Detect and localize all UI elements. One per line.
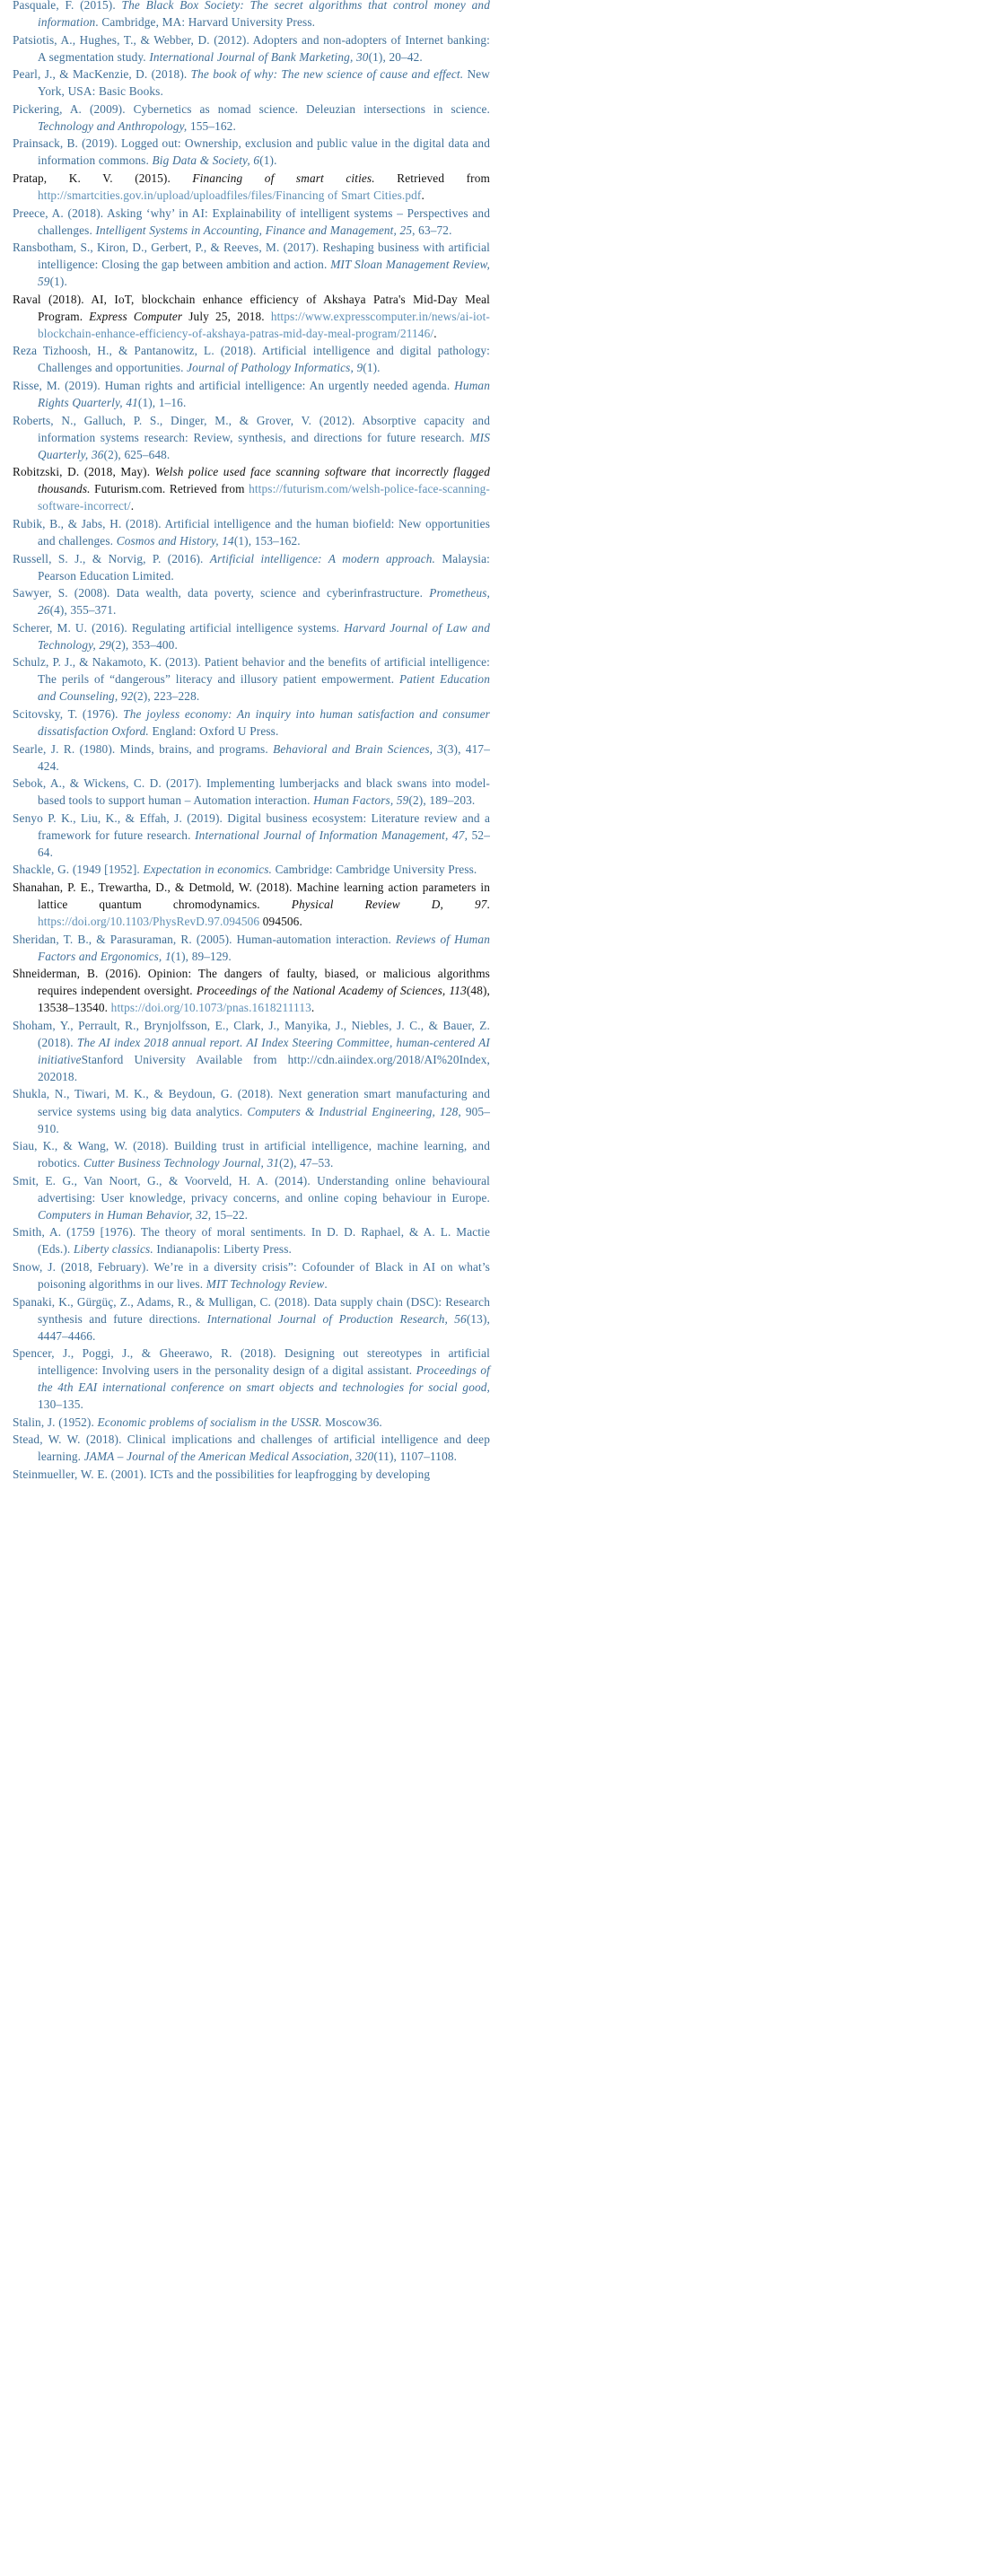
reference-title-italic: Cutter Business Technology Journal, 31 [83, 1156, 280, 1170]
reference-entry [13, 965, 490, 1016]
reference-url-link[interactable]: https://www.expresscomputer.in/news/ai-iot-blockchain-enhance-efficiency-of-akshaya-patras-mid-day-meal-program/21146/ [38, 309, 490, 340]
reference-text: New York, USA: Basic Books. [38, 67, 490, 99]
reference-text: . Cambridge, MA: Harvard University Press. [95, 15, 316, 30]
reference-text: Russell, S. J., & Norvig, P. (2016). [13, 551, 210, 565]
reference-text: Scitovsky, T. (1976). [13, 706, 124, 721]
reference-text: Shukla, N., Tiwari, M. K., & Beydoun, G. (2018). Next generation smart manufacturing and service systems using big data analytics. [13, 1087, 490, 1118]
reference-entry [13, 653, 490, 705]
reference-entry [13, 740, 490, 775]
reference-text: Moscow36. [321, 1415, 382, 1429]
reference-entry [13, 31, 490, 66]
reference-entry [13, 412, 490, 463]
reference-title-italic: The AI index 2018 annual report. AI Index Steering Committee, human-centered AI initiative [38, 1035, 490, 1066]
reference-title-italic: Economic problems of socialism in the USSR. [97, 1415, 322, 1429]
reference-title-italic: MIT Sloan Management Review, 59 [38, 258, 490, 289]
reference-title-italic: Artificial intelligence: A modern approach. [209, 551, 435, 565]
reference-text: 155–162. [187, 118, 236, 133]
reference-text: , 52–64. [38, 828, 490, 859]
reference-text: Pearl, J., & MacKenzie, D. (2018). [13, 67, 191, 82]
reference-text: Sheridan, T. B., & Parasuraman, R. (2005). Human-automation interaction. [13, 932, 396, 946]
reference-text: Shanahan, P. E., Trewartha, D., & Detmold, W. (2018). Machine learning action parameters in lattice quantum chromodynamics. [13, 880, 490, 911]
reference-entry [13, 1223, 490, 1257]
reference-entry [13, 1085, 490, 1136]
reference-text: Searle, J. R. (1980). Minds, brains, and programs. [13, 741, 274, 756]
reference-text: (1). [363, 361, 381, 375]
reference-url-link[interactable]: http://smartcities.gov.in/upload/uploadfiles/files/Financing of Smart Cities.pdf [38, 188, 422, 203]
reference-text: (1), 153–162. [233, 533, 301, 548]
reference-text: . [324, 1276, 328, 1291]
reference-text: Siau, K., & Wang, W. (2018). Building trust in artificial intelligence, machine learning, and robotics. [13, 1139, 490, 1170]
reference-entry [13, 101, 490, 135]
reference-text: Raval (2018). AI, IoT, blockchain enhance efficiency of Akshaya Patra's Mid-Day Meal Program. [13, 292, 490, 323]
reference-text: (4), 355–371. [49, 603, 117, 618]
reference-text: (1), 1–16. [137, 396, 187, 410]
reference-entry [13, 810, 490, 861]
reference-text: Indianapolis: Liberty Press. [153, 1242, 293, 1257]
reference-title-italic: Behavioral and Brain Sciences, 3 [273, 741, 444, 756]
reference-entry [13, 342, 490, 376]
reference-entry [13, 1293, 490, 1345]
reference-text: Reza Tizhoosh, H., & Pantanowitz, L. (2018). Artificial intelligence and digital pathology: Challenges and opportunities. [13, 344, 490, 375]
reference-text: Roberts, N., Galluch, P. S., Dinger, M., & Grover, V. (2012). Absorptive capacity and information systems research: Review, synthesis, and directions for future research. [13, 413, 490, 444]
reference-title-italic: Patient Education and Counseling, 92 [38, 672, 491, 704]
reference-entry [13, 1431, 490, 1465]
reference-text: (11), 1107–1108. [373, 1450, 458, 1464]
reference-text: (2), 189–203. [408, 793, 476, 808]
reference-text: Patsiotis, A., Hughes, T., & Webber, D. (2012). Adopters and non-adopters of Internet banking: A segmentation study. [13, 32, 490, 64]
reference-text: Shoham, Y., Perrault, R., Brynjolfsson, E., Clark, J., Manyika, J., Niebles, J. C., & Bauer, Z. (2018). [13, 1018, 490, 1049]
reference-title-italic: Financing of smart cities. [192, 171, 375, 185]
reference-entry [13, 1414, 490, 1431]
reference-text: (2), 625–648. [103, 447, 171, 461]
reference-title-italic: Proceedings of the National Academy of Sciences, 113 [196, 984, 467, 998]
reference-entry [13, 0, 490, 31]
reference-title-italic: Cosmos and History, 14 [116, 533, 234, 548]
reference-entry [13, 377, 490, 411]
reference-text: Malaysia: Pearson Education Limited. [38, 551, 490, 583]
reference-text: Spanaki, K., Gürgüç, Z., Adams, R., & Mulligan, C. (2018). Data supply chain (DSC): Research synthesis and future directions. [13, 1294, 490, 1326]
reference-text: Ransbotham, S., Kiron, D., Gerbert, P., & Reeves, M. (2017). Reshaping business with artificial intelligence: Closing the gap between ambition and action. [13, 241, 490, 272]
reference-entry [13, 1137, 490, 1171]
reference-title-italic: Express Computer [89, 309, 183, 323]
reference-text: Risse, M. (2019). Human rights and artificial intelligence: An urgently needed agenda. [13, 379, 455, 393]
reference-text: . [486, 897, 490, 911]
reference-title-italic: The joyless economy: An inquiry into human satisfaction and consumer dissatisfaction Oxford. [38, 706, 490, 738]
reference-text: (2), 353–400. [111, 637, 178, 652]
reference-text: (1). [259, 153, 277, 168]
reference-text: Preece, A. (2018). Asking ‘why’ in AI: Explainability of intelligent systems – Perspectives and challenges. [13, 206, 490, 237]
reference-text: Spencer, J., Poggi, J., & Gheerawo, R. (2018). Designing out stereotypes in artificial intelligence: Involving users in the personality design of a digital assistant. [13, 1346, 490, 1378]
reference-text: (1). [49, 275, 67, 289]
reference-title-italic: Human Rights Quarterly, 41 [38, 379, 490, 410]
reference-title-italic: Technology and Anthropology, [38, 118, 188, 133]
reference-text: Pasquale, F. (2015). [13, 0, 122, 12]
reference-title-italic: Computers & Industrial Engineering, 128 [247, 1104, 459, 1118]
reference-text: (2), 223–228. [133, 689, 200, 704]
reference-title-italic: Journal of Pathology Informatics, 9 [187, 361, 363, 375]
reference-entry [13, 1345, 490, 1413]
reference-text: (13), 4447–4466. [38, 1311, 490, 1343]
reference-text: (2), 47–53. [279, 1156, 334, 1170]
reference-text: Pratap, K. V. (2015). [13, 171, 193, 185]
reference-text: England: Oxford U Press. [148, 723, 279, 738]
reference-text: Smit, E. G., Van Noort, G., & Voorveld, H. A. (2014). Understanding online behavioural advertising: User knowledge, privacy concerns, and online coping behaviour in Europe. [13, 1173, 490, 1205]
reference-title-italic: Reviews of Human Factors and Ergonomics, 1 [38, 932, 490, 963]
reference-entry [13, 550, 490, 584]
reference-entry [13, 205, 490, 239]
reference-title-italic: Expectation in economics. [143, 863, 272, 877]
reference-entry [13, 291, 490, 342]
reference-title-italic: The book of why: The new science of cause and effect. [190, 67, 464, 82]
reference-text: Cambridge: Cambridge University Press. [271, 863, 477, 877]
reference-text: . [130, 499, 135, 513]
reference-url-link[interactable]: https://doi.org/10.1103/PhysRevD.97.094506 [38, 914, 260, 928]
reference-text: Snow, J. (2018, February). We’re in a diversity crisis”: Cofounder of Black in AI on what’s poisoning algorithms in our lives. [13, 1259, 490, 1291]
reference-text: 094506. [259, 914, 302, 928]
reference-text: , 905–910. [38, 1104, 490, 1135]
reference-text: (48), 13538–13540. [38, 984, 491, 1015]
reference-title-italic: Human Factors, 59 [313, 793, 409, 808]
reference-title-italic: JAMA – Journal of the American Medical Association, 320 [83, 1450, 374, 1464]
reference-title-italic: Proceedings of the 4th EAI international conference on smart objects and technologies for social good, [38, 1363, 490, 1395]
reference-entry [13, 861, 490, 878]
reference-text: Steinmueller, W. E. (2001). ICTs and the possibilities for leapfrogging by developing [13, 1467, 431, 1481]
reference-text: Robitzski, D. (2018, May). [13, 465, 155, 479]
reference-text: Prainsack, B. (2019). Logged out: Ownership, exclusion and public value in the digital data and information commons. [13, 136, 490, 168]
reference-text: Sebok, A., & Wickens, C. D. (2017). Implementing lumberjacks and black swans into model-based tools to support human – Automation interaction. [13, 776, 490, 808]
reference-text: Smith, A. (1759 [1976). The theory of moral sentiments. In D. D. Raphael, & A. L. Mactie (Eds.). [13, 1225, 490, 1257]
reference-title-italic: Liberty classics. [73, 1242, 153, 1257]
reference-title-italic: Harvard Journal of Law and Technology, 29 [38, 620, 490, 652]
reference-title-italic: Prometheus, 26 [38, 586, 490, 618]
reference-entry [13, 1172, 490, 1223]
reference-entry [13, 705, 490, 740]
reference-entry [13, 619, 490, 653]
reference-text: Scherer, M. U. (2016). Regulating artificial intelligence systems. [13, 620, 345, 635]
reference-title-italic: Intelligent Systems in Accounting, Finance and Management, 25 [95, 223, 413, 237]
reference-entry [13, 66, 490, 100]
reference-entry [13, 1017, 490, 1085]
reference-text: (3), 417–424. [38, 741, 490, 773]
reference-text: Retrieved from [374, 171, 490, 185]
reference-title-italic: International Journal of Bank Marketing, 30 [149, 49, 369, 64]
reference-text: (1), 89–129. [171, 949, 232, 963]
reference-list [13, 0, 490, 1484]
reference-title-italic: International Journal of Information Management, 47 [195, 828, 465, 842]
reference-title-italic: The Black Box Society: The secret algorithms that control money and information [38, 0, 490, 30]
reference-text: July 25, 2018. [182, 309, 271, 323]
reference-entry [13, 775, 490, 809]
reference-text: , 63–72. [412, 223, 452, 237]
reference-entry [13, 1466, 490, 1483]
reference-text: Pickering, A. (2009). Cybernetics as nomad science. Deleuzian intersections in science. [13, 101, 490, 116]
reference-entry [13, 463, 490, 514]
reference-entry [13, 239, 490, 290]
reference-text: , 15–22. [207, 1207, 249, 1222]
reference-text: . [433, 326, 437, 340]
reference-title-italic: Welsh police used face scanning software that incorrectly flagged thousands. [38, 465, 490, 496]
reference-entry [13, 931, 490, 965]
reference-text: Schulz, P. J., & Nakamoto, K. (2013). Patient behavior and the benefits of artificial intelligence: The perils of “dangerous” literacy and illusory patient empowerment. [13, 655, 490, 687]
reference-text: . [311, 1001, 315, 1015]
reference-title-italic: MIT Technology Review [206, 1276, 325, 1291]
reference-text: 130–135. [38, 1398, 83, 1412]
reference-title-italic: MIS Quarterly, 36 [38, 430, 490, 461]
reference-text: Stanford University Available from http://cdn.aiindex.org/2018/AI%20Index, 202018. [38, 1052, 490, 1083]
reference-entry [13, 584, 490, 618]
reference-text: Rubik, B., & Jabs, H. (2018). Artificial intelligence and the human biofield: New opportunities and challenges. [13, 516, 490, 548]
reference-title-italic: Physical Review D, 97 [291, 897, 487, 911]
reference-text: Futurism.com. Retrieved from [90, 482, 249, 496]
reference-text: Sawyer, S. (2008). Data wealth, data poverty, science and cyberinfrastructure. [13, 586, 430, 600]
reference-text: Stalin, J. (1952). [13, 1415, 98, 1429]
reference-title-italic: Big Data & Society, 6 [152, 153, 260, 168]
reference-text: Shneiderman, B. (2016). Opinion: The dangers of faulty, biased, or malicious algorithms requires independent oversight. [13, 967, 490, 998]
reference-entry [13, 515, 490, 549]
reference-entry [13, 1258, 490, 1292]
reference-url-link[interactable]: https://doi.org/10.1073/pnas.1618211113 [110, 1001, 311, 1015]
reference-entry [13, 170, 490, 204]
reference-entry [13, 135, 490, 169]
reference-url-link[interactable]: https://futurism.com/welsh-police-face-scanning-software-incorrect/ [38, 482, 490, 513]
reference-title-italic: International Journal of Production Research, 56 [206, 1311, 467, 1326]
reference-text: . [421, 188, 424, 203]
reference-title-italic: Computers in Human Behavior, 32 [38, 1207, 208, 1222]
reference-text: Senyo P. K., Liu, K., & Effah, J. (2019). Digital business ecosystem: Literature review and a framework for future research. [13, 810, 490, 842]
reference-text: (1), 20–42. [368, 49, 423, 64]
reference-text: Shackle, G. (1949 [1952]. [13, 863, 144, 877]
reference-text: Stead, W. W. (2018). Clinical implications and challenges of artificial intelligence and deep learning. [13, 1433, 490, 1464]
reference-entry [13, 879, 490, 930]
